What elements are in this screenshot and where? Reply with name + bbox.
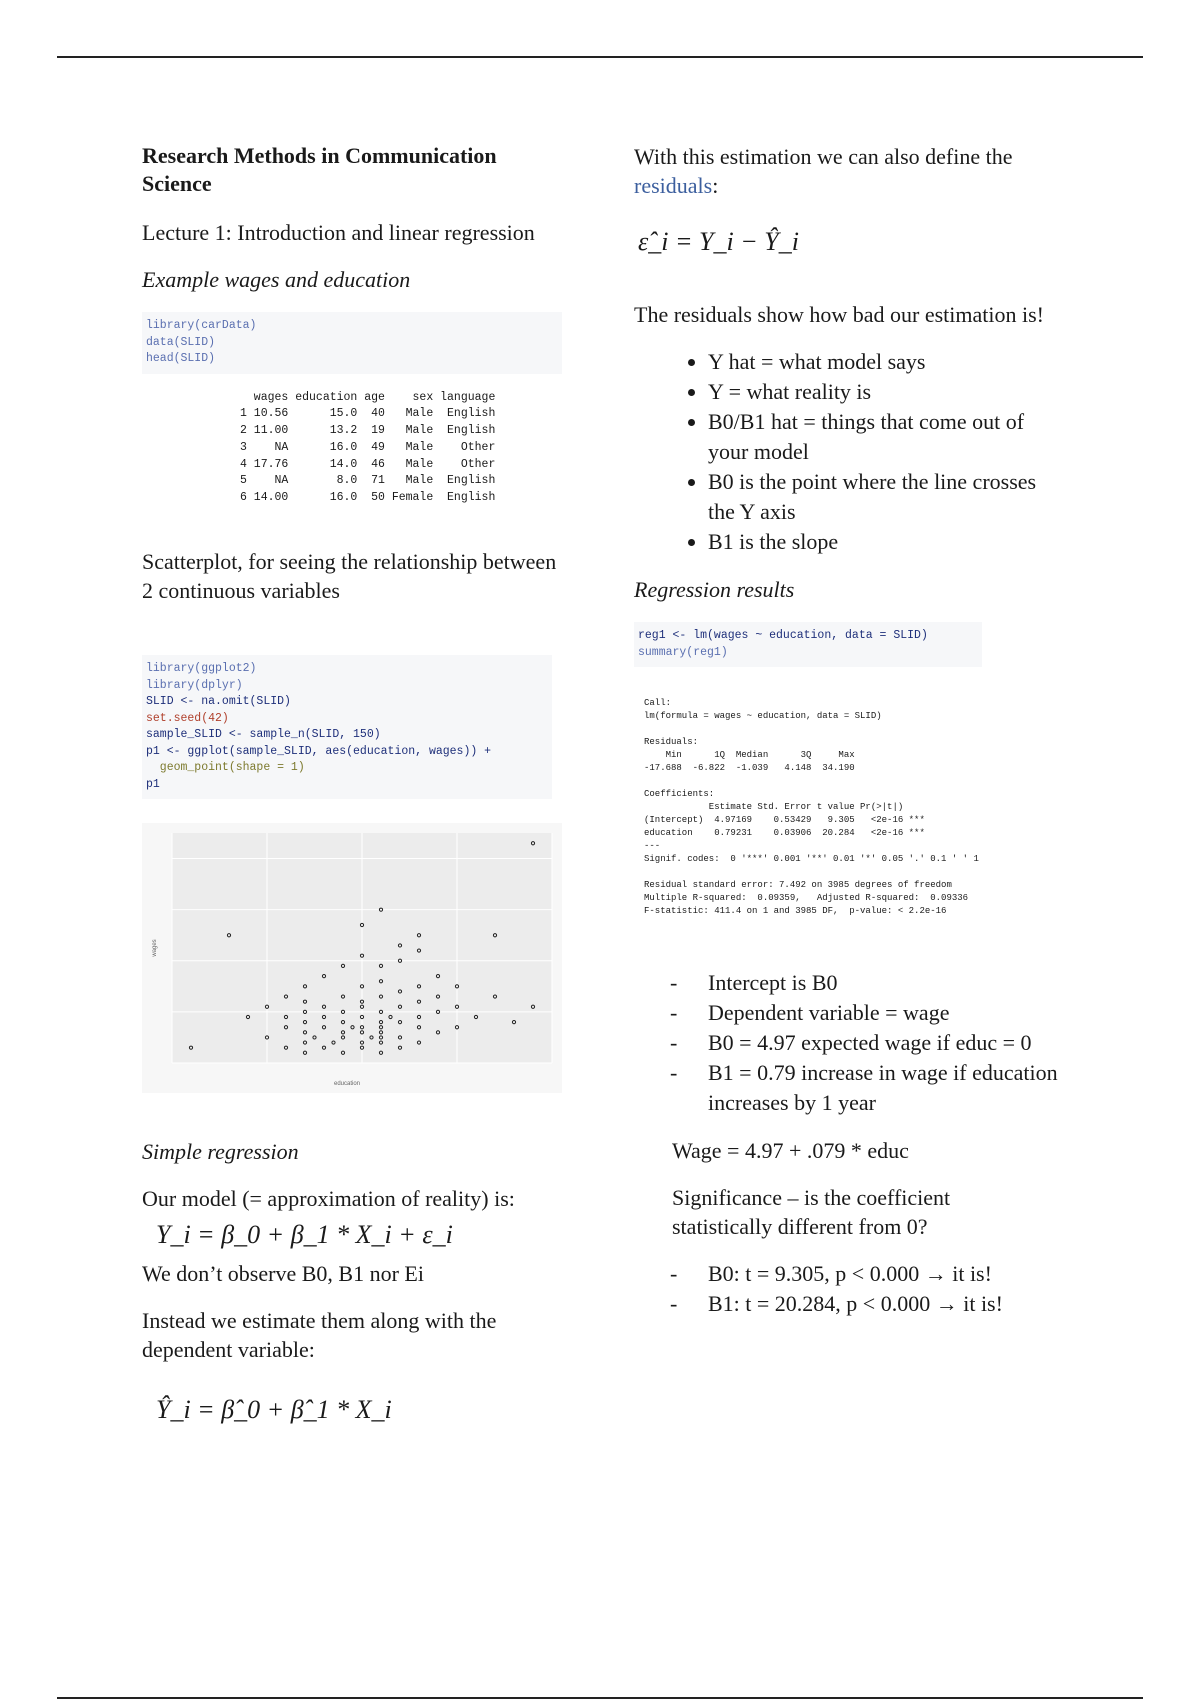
- residuals-link[interactable]: residuals: [634, 173, 713, 198]
- list-item: • Y = what reality is: [708, 377, 1064, 407]
- output-line: 3 NA 16.0 49 Male Other: [240, 440, 496, 454]
- code-line: data(SLID): [146, 335, 216, 349]
- right-column: [634, 142, 1064, 1337]
- output-line: 2 11.00 13.2 19 Male English: [240, 424, 496, 438]
- lecture-title: Lecture 1: Introduction and linear regression: [142, 220, 535, 245]
- regression-summary-output: [644, 697, 1064, 918]
- significance-list: [634, 1259, 1064, 1319]
- output-line: -17.688 -6.822 -1.039 4.148 34.190: [644, 763, 855, 773]
- residuals-bad-text: The residuals show how bad our estimation is!: [634, 302, 1044, 327]
- code-line: p1: [146, 777, 160, 791]
- estimate-text: Instead we estimate them along with the dependent variable:: [142, 1308, 497, 1363]
- list-item: • B0 is the point where the line crosses the Y axis: [708, 467, 1064, 527]
- model-formula: [156, 1219, 562, 1251]
- hat-bullet-list: [634, 347, 1064, 557]
- code-line: library(ggplot2): [146, 662, 257, 676]
- code-line: set.seed(42): [146, 711, 229, 725]
- code-line: summary(reg1): [638, 645, 728, 659]
- output-line: ---: [644, 841, 661, 851]
- output-line: 4 17.76 14.0 46 Male Other: [240, 457, 496, 471]
- output-line: 5 NA 8.0 71 Male English: [240, 474, 496, 488]
- output-line: Call:: [644, 698, 672, 708]
- code-line: head(SLID): [146, 352, 216, 365]
- formula-text: ε̂_i = Y_i − Ŷ_i: [638, 227, 799, 256]
- code-line: p1 <- ggplot(sample_SLID, aes(education, wages)) +: [146, 744, 492, 758]
- simple-regression-heading: Simple regression: [142, 1139, 299, 1165]
- x-axis-label: education: [333, 1081, 361, 1088]
- residuals-intro-text: With this estimation we can also define the: [634, 144, 1013, 169]
- output-line: Multiple R-squared: 0.09359, Adjusted R-squared: 0.09336: [644, 893, 969, 903]
- code-line: library(dplyr): [146, 678, 243, 692]
- output-line: lm(formula = wages ~ education, data = SLID): [644, 711, 882, 721]
- output-line: Estimate Std. Error t value Pr(>|t|): [644, 802, 904, 812]
- output-line: Residuals:: [644, 737, 699, 747]
- top-rule: [57, 56, 1143, 58]
- output-line: Residual standard error: 7.492 on 3985 degrees of freedom: [644, 880, 952, 890]
- significance-question: Significance – is the coefficient statistically different from 0?: [672, 1185, 951, 1239]
- left-column: [142, 142, 562, 1426]
- residual-formula: [638, 226, 1064, 258]
- list-item: - Intercept is B0: [708, 968, 1058, 998]
- code-block-lm: [634, 622, 982, 667]
- list-item: - B1 = 0.79 increase in wage if education increases by 1 year: [708, 1058, 1058, 1118]
- code-line: SLID <- na.omit(SLID): [146, 695, 291, 709]
- wage-formula: Wage = 4.97 + .079 * educ: [672, 1138, 909, 1163]
- regression-results-heading: Regression results: [634, 577, 795, 602]
- output-line: education 0.79231 0.03906 20.284 <2e-16 ***: [644, 828, 925, 838]
- list-item: - B1: t = 20.284, p < 0.000 → it is!: [708, 1289, 1064, 1319]
- code-line: sample_SLID <- sample_n(SLID, 150): [146, 728, 381, 742]
- formula-text: Ŷ_i = β̂_0 + β̂_1 * X_i: [156, 1395, 392, 1425]
- list-item: • Y hat = what model says: [708, 347, 1064, 377]
- list-item: • B0/B1 hat = things that come out of your model: [708, 407, 1064, 467]
- code-line: library(carData): [146, 319, 257, 332]
- list-item: • B1 is the slope: [708, 527, 1064, 557]
- y-axis-label: wages: [152, 939, 158, 957]
- residuals-intro: With this estimation we can also define the residuals:: [634, 144, 1013, 198]
- code-block-load-data: [142, 312, 562, 374]
- output-line: Signif. codes: 0 '***' 0.001 '**' 0.01 '*' 0.05 '.' 0.1 ' ' 1: [644, 854, 979, 864]
- code-line: reg1 <- lm(wages ~ education, data = SLID): [638, 629, 928, 642]
- formula-text: Y_i = β_0 + β_1 * X_i + ε_i: [156, 1220, 453, 1250]
- output-line: 1 10.56 15.0 40 Male English: [240, 407, 496, 421]
- output-line: wages education age sex language: [240, 390, 496, 404]
- estimate-formula: [156, 1394, 562, 1426]
- scatterplot-description: Scatterplot, for seeing the relationship between 2 continuous variables: [142, 549, 557, 604]
- list-item: - B0 = 4.97 expected wage if educ = 0: [708, 1028, 1058, 1058]
- code-block-ggplot: [142, 655, 552, 799]
- code-line: geom_point(shape = 1): [146, 761, 305, 775]
- document-title: Research Methods in Communication Science: [142, 143, 497, 196]
- output-line: 6 14.00 16.0 50 Female English: [240, 491, 496, 505]
- scatterplot-chart: [142, 823, 562, 1093]
- output-line: Coefficients:: [644, 789, 715, 799]
- interpretation-list: [634, 968, 1058, 1118]
- model-text: Our model (= approximation of reality) is:: [142, 1186, 515, 1212]
- bottom-rule: [57, 1697, 1143, 1699]
- list-item: - Dependent variable = wage: [708, 998, 1058, 1028]
- head-table-output: [240, 390, 562, 508]
- output-line: F-statistic: 411.4 on 1 and 3985 DF, p-value: < 2.2e-16: [644, 906, 947, 916]
- observe-text: We don’t observe B0, B1 nor Ei: [142, 1261, 424, 1287]
- output-line: (Intercept) 4.97169 0.53429 9.305 <2e-16 ***: [644, 815, 925, 825]
- example-heading: Example wages and education: [142, 267, 411, 292]
- list-item: - B0: t = 9.305, p < 0.000 → it is!: [708, 1259, 1064, 1289]
- output-line: Min 1Q Median 3Q Max: [644, 750, 855, 760]
